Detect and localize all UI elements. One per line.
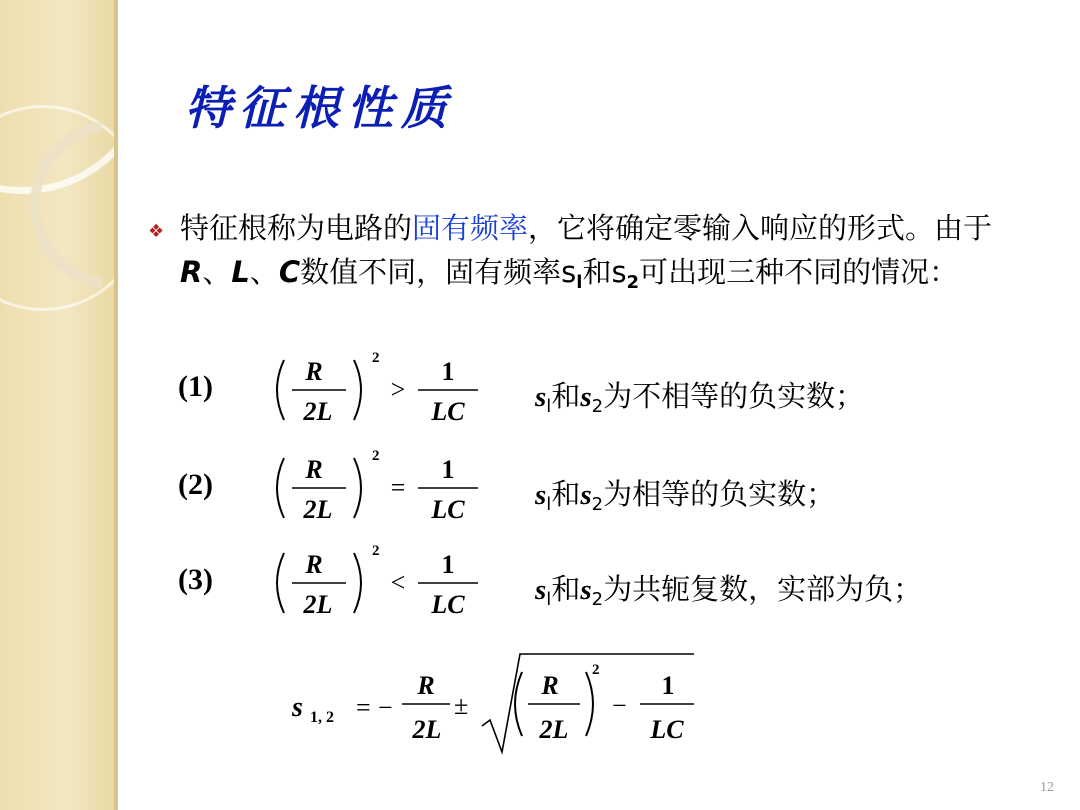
case-description	[535, 567, 922, 610]
case-description	[535, 374, 864, 417]
exponent: 2	[592, 662, 600, 678]
text: 数值不同，固有频率s	[300, 255, 577, 289]
minus-sign: −	[378, 693, 393, 722]
text: 特征根称为电路的	[180, 211, 413, 245]
equals-sign: =	[356, 693, 371, 722]
text: 、	[202, 255, 232, 289]
text: 和s	[582, 255, 627, 289]
exponent: 2	[372, 350, 380, 366]
numerator-r: R	[305, 550, 323, 579]
inequality-formula	[268, 346, 488, 436]
decorative-sidebar	[0, 0, 118, 810]
slide-title: 特征根性质	[185, 81, 455, 135]
minus-sign: −	[612, 691, 627, 720]
text: 为相等的负实数；	[603, 477, 836, 511]
case-row-1	[178, 352, 1058, 432]
subscript: l	[546, 396, 552, 417]
subscript: 2	[626, 272, 640, 293]
denominator-2l: 2L	[412, 715, 442, 744]
var-s: s	[580, 479, 592, 511]
root-formula	[290, 648, 710, 758]
numerator-one: 1	[441, 455, 455, 484]
numerator-r: R	[417, 671, 435, 700]
highlight-term: 固有频率	[412, 211, 529, 245]
denominator-2l: 2L	[539, 715, 569, 744]
numerator-r: R	[305, 455, 323, 484]
numerator-one: 1	[441, 550, 455, 579]
var-s: s	[535, 381, 547, 413]
var-s: s	[580, 574, 592, 606]
exponent: 2	[372, 448, 380, 464]
comparison-operator: =	[390, 473, 406, 502]
var-s: s	[292, 692, 303, 723]
text: 和	[551, 572, 581, 606]
denominator-lc: LC	[650, 715, 684, 744]
numerator-one: 1	[661, 671, 675, 700]
var-r: R	[180, 255, 203, 289]
case-row-3	[178, 545, 1058, 625]
comparison-operator: >	[390, 375, 406, 404]
text: 可出现三种不同的情况：	[639, 255, 959, 289]
var-l: L	[231, 255, 250, 289]
case-description	[535, 472, 835, 515]
diamond-bullet-icon: ❖	[148, 221, 165, 242]
text: 和	[551, 477, 581, 511]
denominator-lc: LC	[431, 590, 465, 619]
case-row-2	[178, 450, 1058, 530]
subscript: 2	[591, 396, 604, 417]
numerator-r: R	[305, 357, 323, 386]
denominator-lc: LC	[431, 495, 465, 524]
plus-minus-sign: ±	[454, 691, 469, 720]
var-c: C	[278, 255, 301, 289]
equality-formula	[268, 444, 488, 534]
case-number: (1)	[178, 370, 213, 403]
intro-paragraph	[180, 206, 1040, 305]
text: 为共轭复数，实部为负；	[603, 572, 923, 606]
subscript: l	[546, 494, 552, 515]
exponent: 2	[372, 543, 380, 559]
subscript: l	[546, 589, 552, 610]
page-number: 12	[1040, 780, 1054, 795]
var-s: s	[580, 381, 592, 413]
inequality-formula	[268, 539, 488, 629]
sidebar-edge	[114, 0, 118, 810]
subscript: l	[576, 272, 583, 293]
numerator-one: 1	[441, 357, 455, 386]
subscript: 2	[591, 494, 604, 515]
subscript: 1, 2	[310, 709, 334, 726]
var-s: s	[535, 479, 547, 511]
case-number: (3)	[178, 563, 213, 596]
text: ，它将确定零输入响应的形式。由于	[528, 211, 993, 245]
text: 为不相等的负实数；	[603, 379, 865, 413]
denominator-lc: LC	[431, 397, 465, 426]
numerator-r: R	[541, 671, 559, 700]
denominator-2l: 2L	[303, 397, 333, 426]
text: 和	[551, 379, 581, 413]
denominator-2l: 2L	[303, 590, 333, 619]
subscript: 2	[591, 589, 604, 610]
case-number: (2)	[178, 468, 213, 501]
text: 、	[249, 255, 279, 289]
denominator-2l: 2L	[303, 495, 333, 524]
var-s: s	[535, 574, 547, 606]
comparison-operator: <	[390, 568, 406, 597]
